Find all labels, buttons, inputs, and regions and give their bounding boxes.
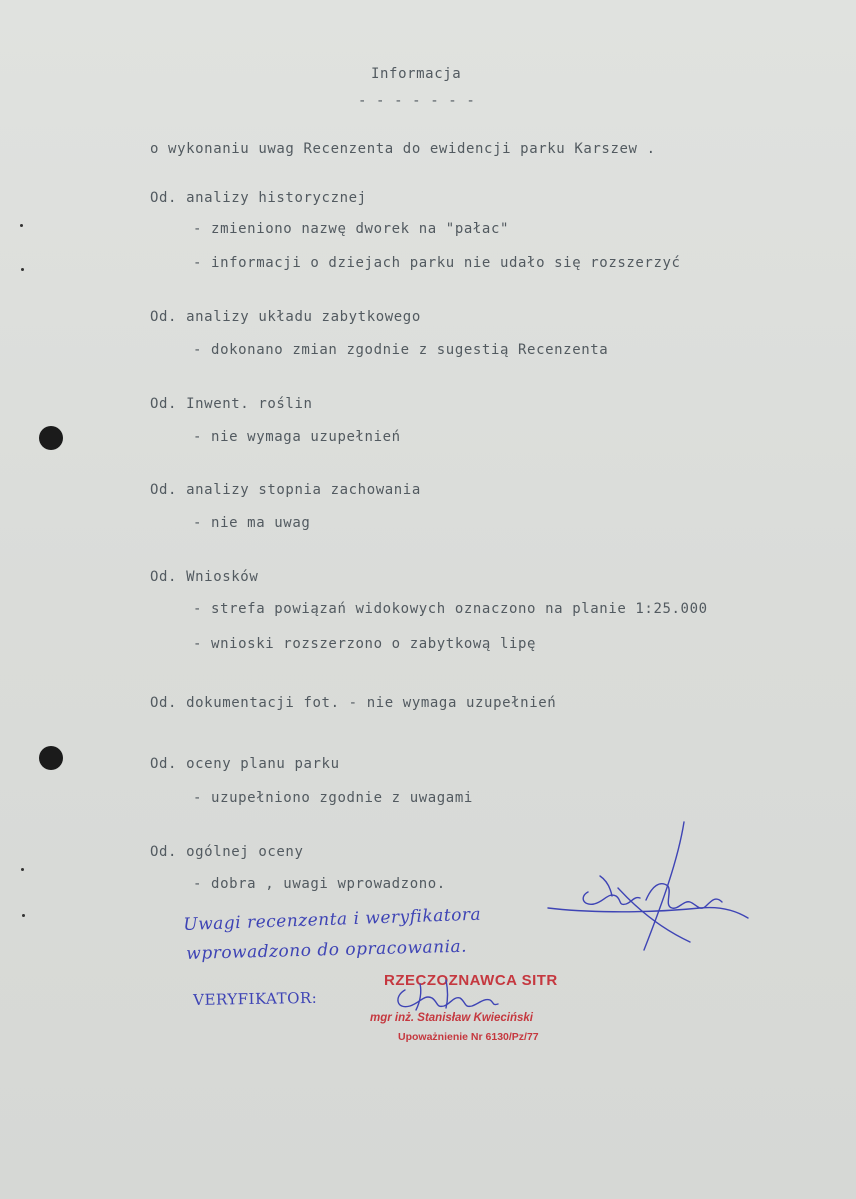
section-heading: Od. analizy układu zabytkowego <box>150 309 421 325</box>
section-item: - nie wymaga uzupełnień <box>193 429 401 445</box>
stamp-title: RZECZOZNAWCA SITR <box>384 972 558 989</box>
section-item: - wnioski rozszerzono o zabytkową lipę <box>193 636 537 652</box>
section-item: - dokonano zmian zgodnie z sugestią Recenzenta <box>193 342 609 358</box>
handwritten-note-line2: wprowadzono do opracowania. <box>186 936 468 964</box>
stamp-authorization: Upoważnienie Nr 6130/Pz/77 <box>398 1031 539 1043</box>
section-heading: Od. analizy stopnia zachowania <box>150 482 421 498</box>
reviewer-signature <box>548 822 748 950</box>
section-heading: Od. analizy historycznej <box>150 190 367 206</box>
section-item: - dobra , uwagi wprowadzono. <box>193 876 446 892</box>
section-item: - strefa powiązań widokowych oznaczono na planie 1:25.000 <box>193 601 708 617</box>
section-heading: Od. Inwent. roślin <box>150 396 313 412</box>
handwritten-verifier-label: VERYFIKATOR: <box>193 988 318 1009</box>
section-heading: Od. dokumentacji fot. - nie wymaga uzupełnień <box>150 695 557 711</box>
intro-line: o wykonaniu uwag Recenzenta do ewidencji parku Karszew . <box>150 141 656 157</box>
section-item: - uzupełniono zgodnie z uwagami <box>193 790 473 806</box>
title-underline: - - - - - - - <box>358 93 476 109</box>
handwritten-note-line1: Uwagi recenzenta i weryfikatora <box>183 904 482 935</box>
document-title: Informacja <box>371 66 462 82</box>
section-heading: Od. Wniosków <box>150 569 259 585</box>
section-heading: Od. ogólnej oceny <box>150 844 304 860</box>
section-item: - zmieniono nazwę dworek na "pałac" <box>193 221 510 237</box>
section-heading: Od. oceny planu parku <box>150 756 340 772</box>
section-item: - nie ma uwag <box>193 515 311 531</box>
section-item: - informacji o dziejach parku nie udało się rozszerzyć <box>193 255 681 271</box>
stamp-name: mgr inż. Stanisław Kwieciński <box>370 1012 533 1024</box>
verifier-signature <box>398 980 498 1010</box>
